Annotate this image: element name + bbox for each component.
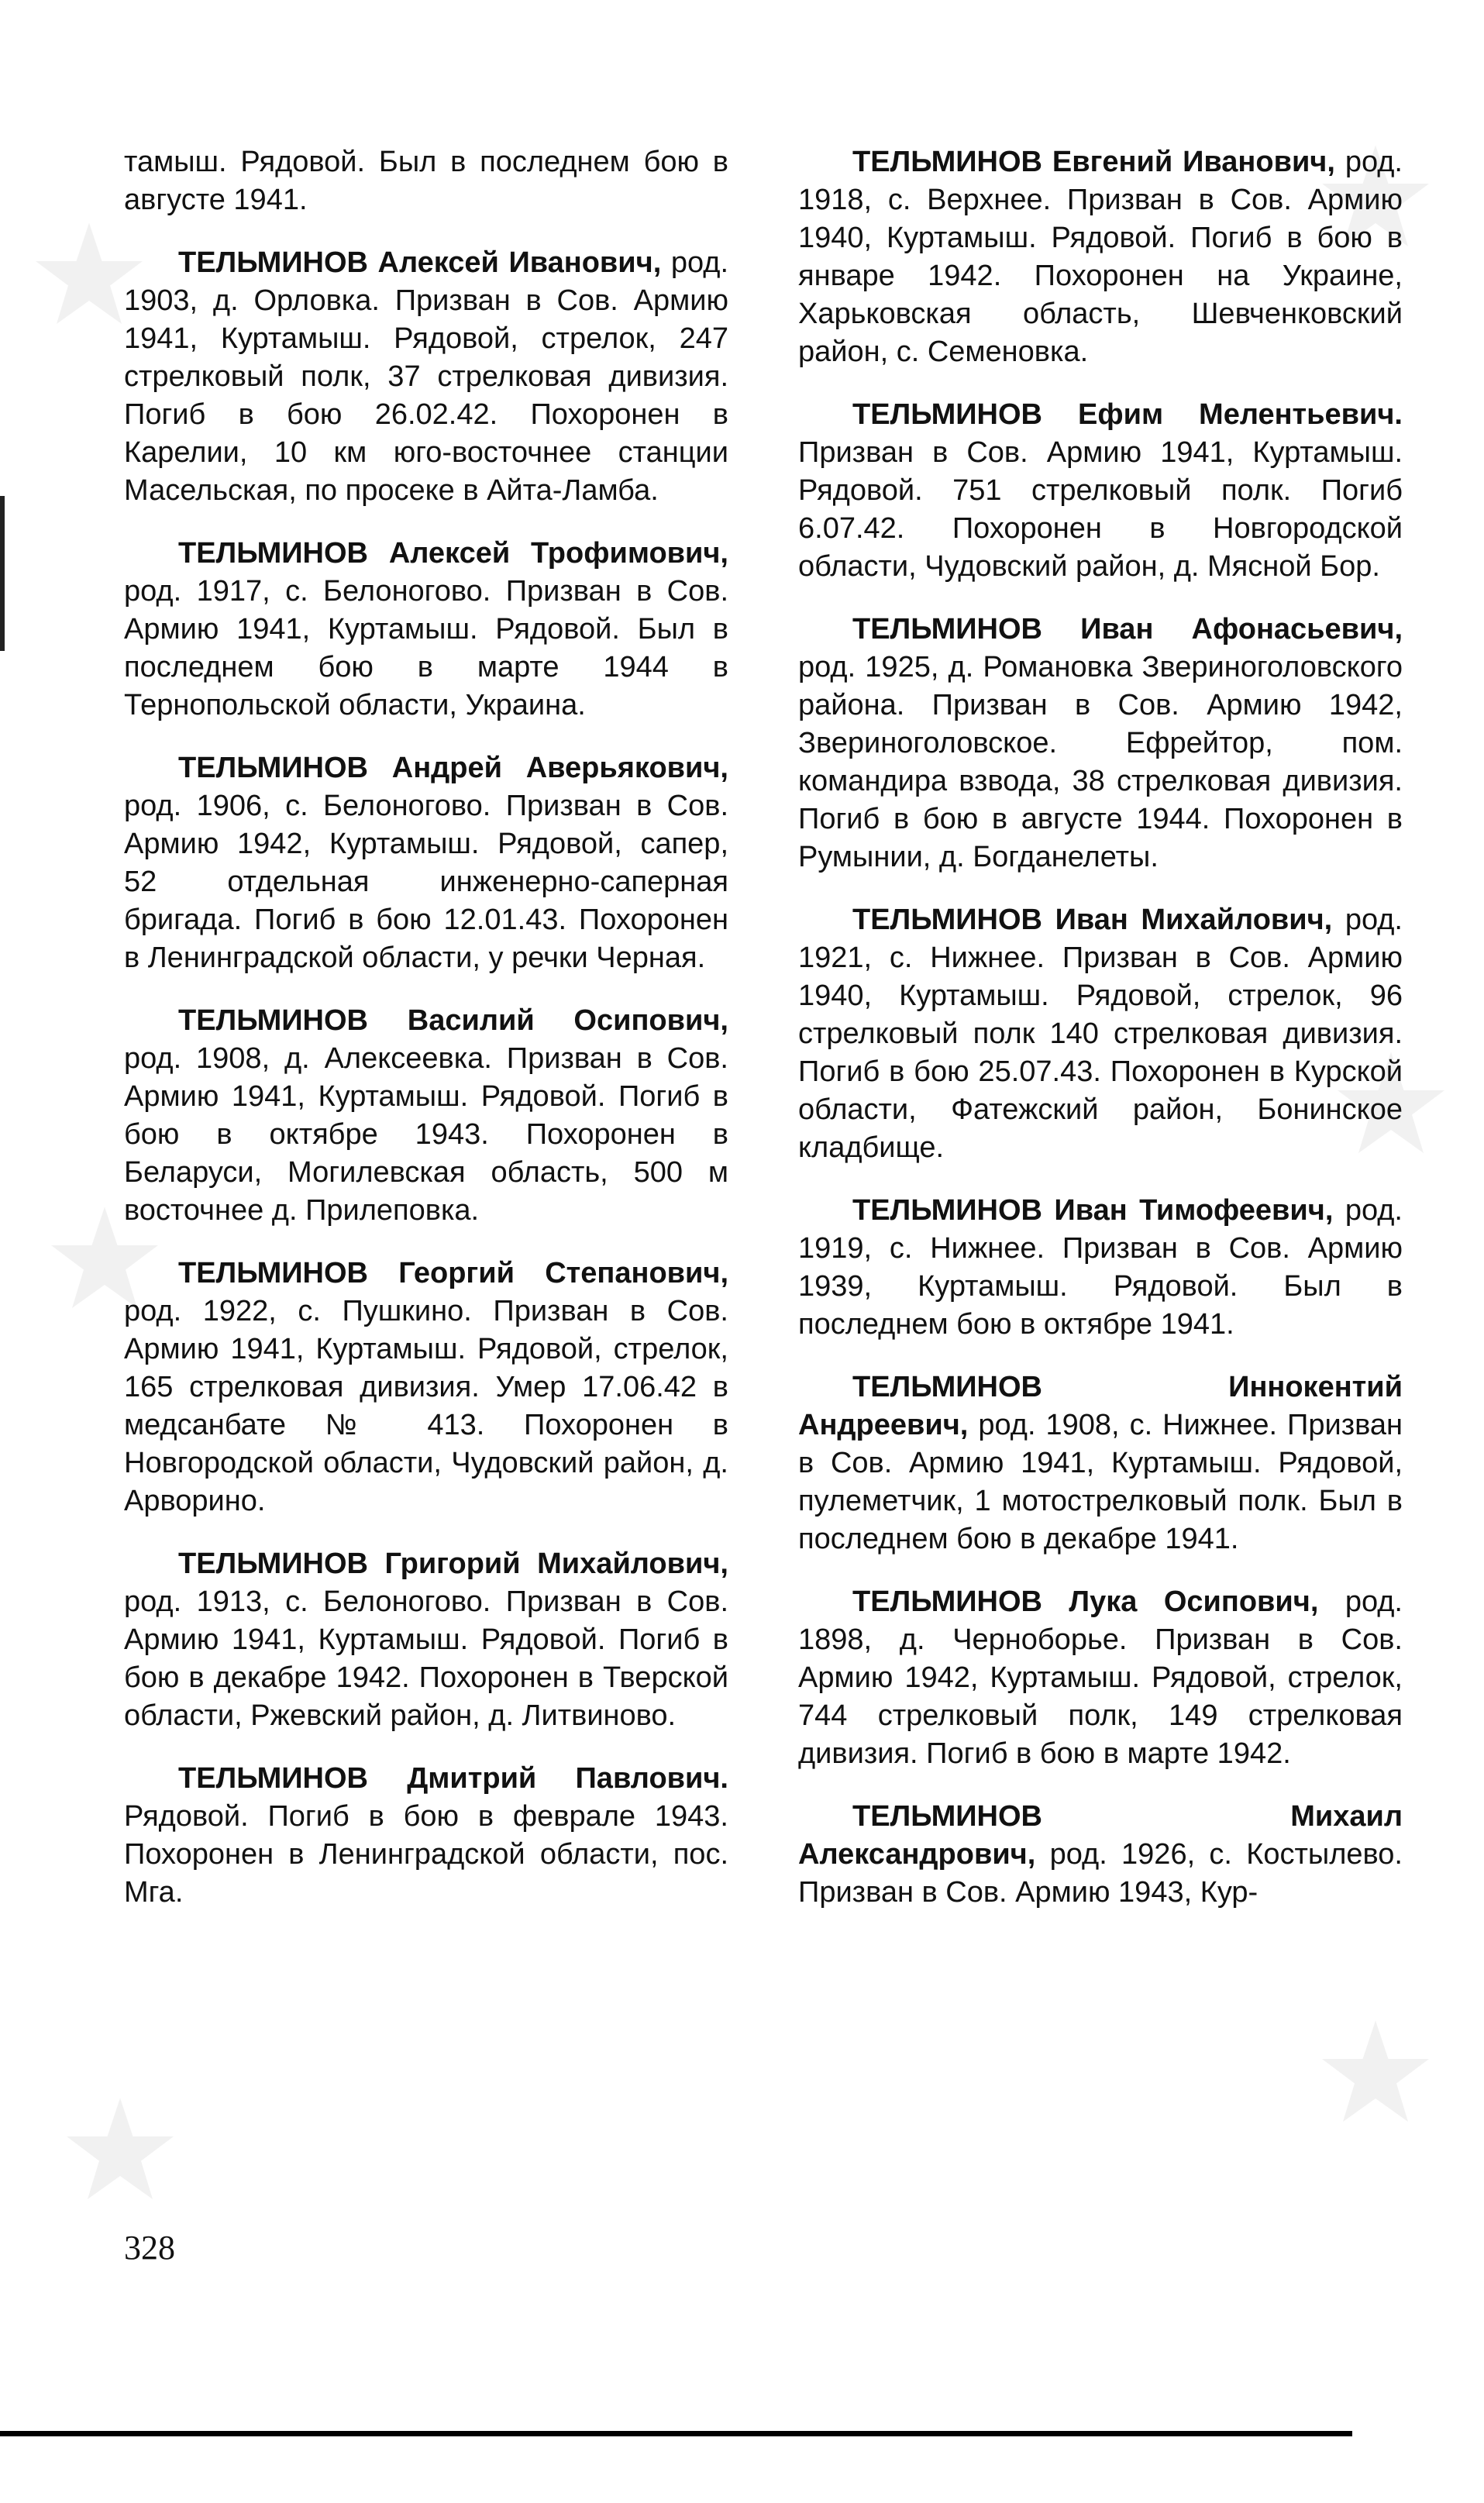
entry-name: ТЕЛЬМИНОВ Иван Тимофеевич,	[852, 1194, 1334, 1227]
entry-text: род. 1913, с. Белоногово. Призван в Сов. Армию 1941, Куртамыш. Рядовой. Погиб в бою в декабре 1942. Похоронен в Тверской области, Ржевский район, д. Литвиново.	[124, 1585, 728, 1732]
entry	[798, 143, 1403, 371]
entry-text: род. 1908, д. Алексеевка. Призван в Сов. Армию 1941, Куртамыш. Рядовой. Погиб в бою в октябре 1943. Похоронен в Беларуси, Могилевская область, 500 м восточнее д. Прилеповка.	[124, 1042, 728, 1227]
entry-text: род. 1898, д. Черноборье. Призван в Сов. Армию 1942, Куртамыш. Рядовой, стрелок, 744 стрелковый полк, 149 стрелковая дивизия. Погиб в бою в марте 1942.	[798, 1585, 1403, 1770]
entry-name: ТЕЛЬМИНОВ Лука Осипович,	[852, 1585, 1319, 1618]
entry	[798, 1798, 1403, 1912]
star-icon	[1317, 2015, 1434, 2131]
entry	[124, 143, 728, 219]
entry-text: род. 1903, д. Орловка. Призван в Сов. Армию 1941, Куртамыш. Рядовой, стрелок, 247 стрелковый полк, 37 стрелковая дивизия. Погиб в бою 26.02.42. Похоронен в Карелии, 10 км юго-восточнее станции Масельская, по просеке в Айта-Ламба.	[124, 246, 728, 507]
entry	[124, 535, 728, 725]
entry	[798, 396, 1403, 586]
entry-text: род. 1925, д. Романовка Звериноголовского района. Призван в Сов. Армию 1942, Звериноголовское. Ефрейтор, пом. командира взвода, 38 стрелковая дивизия. Погиб в бою в августе 1944. Похоронен в Румынии, д. Богданелеты.	[798, 651, 1403, 873]
bottom-rule	[0, 2431, 1352, 2436]
entry-name: ТЕЛЬМИНОВ Михаил Александрович,	[798, 1800, 1403, 1871]
entry-text: род. 1908, с. Нижнее. Призван в Сов. Армию 1941, Куртамыш. Рядовой, пулеметчик, 1 мотострелковый полк. Был в последнем бою в декабре 1941.	[798, 1409, 1403, 1555]
entry	[798, 1369, 1403, 1558]
entry	[124, 1545, 728, 1735]
star-icon	[62, 2092, 178, 2209]
entry	[798, 611, 1403, 876]
entry-text: тамыш. Рядовой. Был в последнем бою в августе 1941.	[124, 146, 728, 216]
entry-name: ТЕЛЬМИНОВ Иван Афонасьевич,	[852, 613, 1403, 646]
entry-name: ТЕЛЬМИНОВ Алексей Иванович,	[178, 246, 662, 279]
entry-text: род. 1919, с. Нижнее. Призван в Сов. Армию 1939, Куртамыш. Рядовой. Был в последнем бою в октябре 1941.	[798, 1194, 1403, 1341]
entry	[124, 749, 728, 977]
entry-text: род. 1921, с. Нижнее. Призван в Сов. Армию 1940, Куртамыш. Рядовой, стрелок, 96 стрелковый полк 140 стрелковая дивизия. Погиб в бою 25.07.43. Похоронен в Курской области, Фатежский район, Бонинское кладбище.	[798, 904, 1403, 1164]
entry	[124, 1002, 728, 1230]
entry	[124, 244, 728, 510]
entry	[798, 1192, 1403, 1344]
entry-name: ТЕЛЬМИНОВ Василий Осипович,	[178, 1004, 728, 1037]
entry-name: ТЕЛЬМИНОВ Иван Михайлович,	[852, 904, 1333, 936]
entry-name: ТЕЛЬМИНОВ Григорий Михайлович,	[178, 1548, 728, 1580]
entry-text: Рядовой. Погиб в бою в феврале 1943. Похоронен в Ленинградской области, пос. Мга.	[124, 1800, 728, 1909]
entry	[124, 1760, 728, 1912]
entry-name: ТЕЛЬМИНОВ Алексей Трофимович,	[178, 537, 728, 570]
page-number: 328	[124, 2229, 175, 2267]
entry-text: род. 1906, с. Белоногово. Призван в Сов. Армию 1942, Куртамыш. Рядовой, сапер, 52 отдельная инженерно-саперная бригада. Погиб в бою 12.01.43. Похоронен в Ленинградской области, у речки Черная.	[124, 790, 728, 974]
entry-name: ТЕЛЬМИНОВ Андрей Аверьякович,	[178, 752, 728, 784]
entry-name: ТЕЛЬМИНОВ Иннокентий Андреевич,	[798, 1371, 1403, 1441]
entry-name: ТЕЛЬМИНОВ Георгий Степанович,	[178, 1257, 728, 1289]
entry-name: ТЕЛЬМИНОВ Дмитрий Павлович.	[178, 1762, 728, 1795]
entry	[798, 1583, 1403, 1773]
entry-text: род. 1918, с. Верхнее. Призван в Сов. Армию 1940, Куртамыш. Рядовой. Погиб в бою в январе 1942. Похоронен на Украине, Харьковская область, Шевченковский район, с. Семеновка.	[798, 146, 1403, 368]
left-column	[124, 143, 728, 1937]
entry-text: Призван в Сов. Армию 1941, Куртамыш. Рядовой. 751 стрелковый полк. Погиб 6.07.42. Похоронен в Новгородской области, Чудовский район, д. Мясной Бор.	[798, 436, 1403, 583]
entry-name: ТЕЛЬМИНОВ Ефим Мелентьевич.	[852, 398, 1403, 431]
entry-text: род. 1926, с. Костылево. Призван в Сов. Армию 1943, Кур-	[798, 1838, 1403, 1909]
entry-name: ТЕЛЬМИНОВ Евгений Иванович,	[852, 146, 1335, 178]
scan-edge-mark	[0, 496, 5, 651]
entry	[124, 1255, 728, 1520]
entry-text: род. 1922, с. Пушкино. Призван в Сов. Армию 1941, Куртамыш. Рядовой, стрелок, 165 стрелковая дивизия. Умер 17.06.42 в медсанбате № 413. Похоронен в Новгородской области, Чудовский район, д. Арворино.	[124, 1295, 728, 1517]
right-column	[798, 143, 1403, 1937]
entry	[798, 901, 1403, 1167]
entry-text: род. 1917, с. Белоногово. Призван в Сов. Армию 1941, Куртамыш. Рядовой. Был в последнем бою в марте 1944 в Тернопольской области, Украина.	[124, 575, 728, 721]
